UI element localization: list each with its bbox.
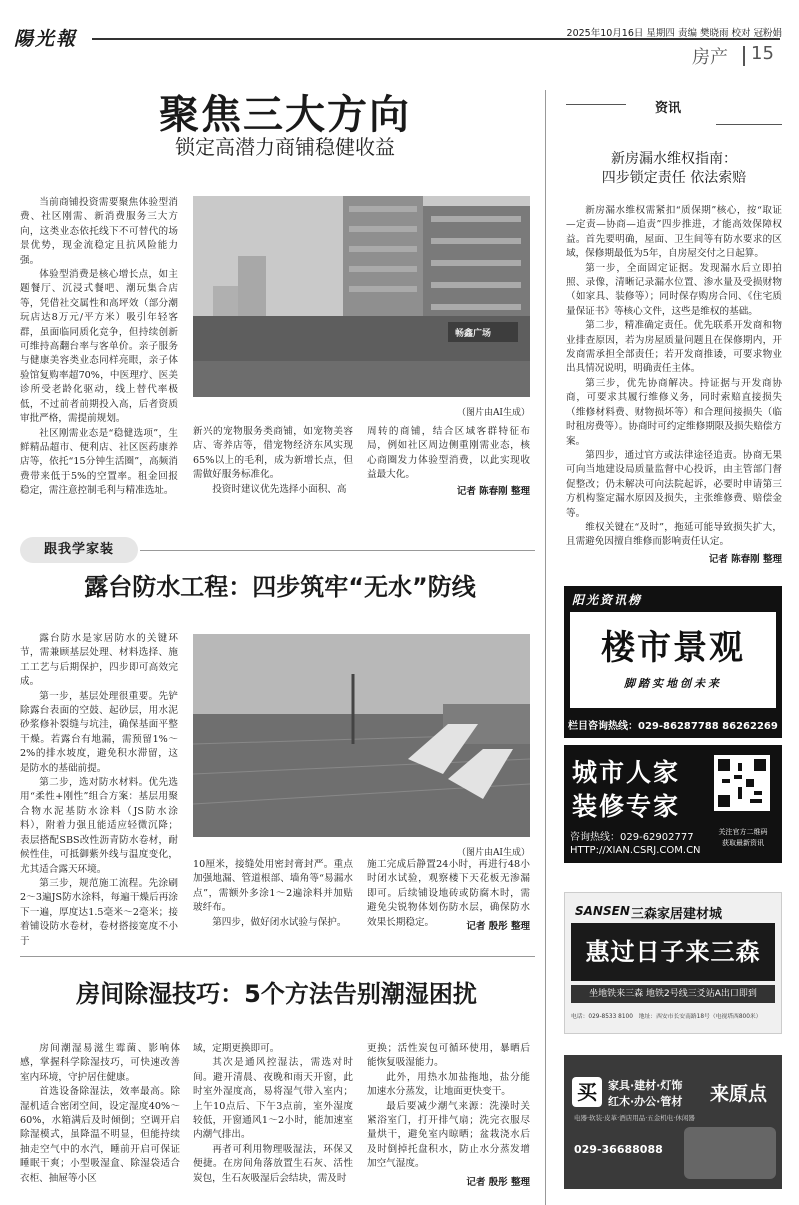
ad2-line1: 城市人家 [572,758,681,787]
news-paragraph: 第一步，全面固定证据。发现漏水后立即拍照、录像，清晰记录漏水位置、渗水量及受损财物（如家具、装修等）；同时保存购房合同、《住宅质量保证书》等核心文件，这些是维权的基础。 [566,262,782,317]
column-tag-label: 跟我学家装 [43,542,114,557]
dehumid-signature: 记者 殷彤 整理 [466,1177,530,1188]
news-body [566,204,782,550]
column-divider [545,90,546,1205]
ad1-big: 楼市景观 [601,628,745,668]
dehumid-col2 [193,1042,353,1186]
lead-col1 [20,196,178,499]
news-paragraph: 第四步，通过官方或法律途径追责。协商无果可向当地建设局质量监督中心投诉，由主管部门督促整改；仍未解决可向法院起诉，必要时申请第三方机构鉴定漏水原因及损失，主张维修费、赔偿金等。 [566,449,782,519]
column-tag [20,537,138,563]
section-label: 房产 [692,47,728,68]
section-divider [743,46,745,66]
waterproof-photo-caption: （图片由AI生成） [456,848,530,858]
waterproof-paragraph: 施工完成后静置24小时，再进行48小时闭水试验，观察楼下天花板无渗漏即可。后续铺设地砖或防腐木时，需避免尖锐物体划伤防水层，确保防水效果长期稳定。 [367,859,530,928]
waterproof-paragraph: 第一步，基层处理很重要。先铲除露台表面的空鼓、起砂层，用水泥砂浆修补裂缝与坑洼，确保基面平整干燥。若露台有地漏，需预留1%～2%的排水坡度，避免积水滞留，这是防水的基础前提。 [20,690,178,774]
ad2-qr-note1: 关注官方二维码 [718,828,768,836]
lead-col2 [193,425,353,497]
ad4-line1: 家具·建材·灯饰 [608,1079,683,1092]
ad4-logo-char: 买 [577,1080,597,1104]
dehumid-paragraph: 其次是通风控湿法，需选对时间。避开清晨、夜晚和雨天开窗，此时室外湿度高，易将湿气带入室内；上午10点后、下午3点前，室外湿度较低，开窗通风1～2小时，能加速室内潮气排出。 [193,1057,353,1141]
ad3-big: 惠过日子来三森 [585,938,761,966]
waterproof-col1 [20,632,178,949]
ad3-brand-cn: 三森家居建材城 [631,907,723,922]
lead-paragraph: 当前商铺投资需要聚焦体验型消费、社区刚需、新消费服务三大方向，这类业态依托线下不可替代的场景优势，现金流稳定且抗风险能力强。 [20,197,178,266]
ad1-header: 阳光资讯榜 [572,593,643,607]
dehumid-paragraph: 再者可利用物理吸湿法，环保又便捷。在房间角落放置生石灰、活性炭包，生石灰吸湿后会结块，需及时 [193,1143,353,1184]
dehumid-paragraph: 最后要减少潮气来源：洗澡时关紧浴室门，打开排气扇；洗完衣服尽量烘干，避免室内晾晒；盆栽浇水后及时倒掉托盘积水，防止水分蒸发增加空气湿度。 [367,1100,530,1170]
waterproof-signature: 记者 殷彤 整理 [466,921,530,932]
ad2-qr-note2: 获取最新资讯 [722,839,764,847]
waterproof-paragraph: 露台防水是家居防水的关键环节，需兼顾基层处理、材料选择、施工工艺与后期保护，四步即可高效完成。 [20,633,178,688]
ad-yuandian[interactable] [564,1055,782,1189]
ad4-logo [572,1077,602,1107]
ad-city-home[interactable] [564,745,782,863]
ad3-location: 坐地铁来三森 地铁2号线三爻站A出口即到 [571,985,775,1003]
lead-col3 [367,425,530,483]
ad2-hotline: 咨询热线：029-62902777 [570,832,694,843]
ad2-line2: 装修专家 [572,792,681,821]
ad1-hotline: 栏目咨询热线：029-86287788 86262269 [568,721,778,732]
ad4-big: 来原点 [710,1083,768,1105]
news-kicker: 资讯 [655,101,682,116]
lead-paragraph: 周转的商铺，结合区域客群特征布局，例如社区周边侧重刚需业态，核心商圈发力体验型消费，以此实现收益最大化。 [367,426,530,481]
ad1-slogan: 脚踏实地创未来 [624,677,722,690]
waterproof-title: 露台防水工程：四步筑牢“无水”防线 [84,573,476,601]
news-signature: 记者 陈春刚 整理 [708,554,782,565]
page-number: 15 [751,43,774,64]
dehumid-title: 房间除湿技巧：5个方法告别潮湿困扰 [76,980,477,1008]
ad1-panel [570,612,776,708]
lead-paragraph: 社区刚需业态是“稳健选项”，生鲜精品超市、便利店、社区医药康养店等，依托“15分钟生活圈”，高频消费带来低于5%的空置率。租金回报稳定，需注意控制毛利与精准选址。 [20,427,178,497]
ad-sansen[interactable] [564,892,782,1034]
waterproof-paragraph: 第四步，做好闭水试验与保护。 [212,916,347,928]
terrace-illustration [193,634,530,837]
waterproof-paragraph: 第二步，选对防水材料。优先选用“柔性+刚性”组合方案：基层用聚合物水泥基防水涂料（JS防水涂料），附着力强且能适应轻微沉降；表层搭配SBS改性沥青防水卷材，耐候性佳，可抵御紫外线与温度变化，尤其适合露天环境。 [20,777,178,875]
lead-paragraph: 投资时建议优先选择小面积、高 [212,483,347,495]
ad3-fine: 电话：029-8533 8100 地址：西安市长安南路18号（电视塔西800米） [571,1014,762,1020]
qr-code-icon[interactable] [714,755,770,811]
building-illustration [193,196,530,397]
dehumid-col1 [20,1042,180,1186]
dehumid-paragraph: 首选设备除湿法，效率最高。除湿机适合密闭空间，设定湿度40%～60%，水箱满后及时倾倒；空调开启除湿模式，虽降温不明显，但能持续抽走空气中的水汽，睡前开启可保证睡眠干爽；小型吸湿盒、除湿袋适合衣柜、抽屉等小区 [20,1086,180,1184]
news-kicker-rule-left [566,104,626,105]
news-kicker-rule-right [716,124,782,125]
lead-photo [193,196,530,397]
dehumid-paragraph: 此外，用热水加盐拖地，盐分能加速水分蒸发，让地面更快变干。 [367,1071,530,1098]
dehumid-col3 [367,1042,530,1172]
news-title-line2: 四步锁定责任 依法索赔 [601,170,747,186]
dehumid-paragraph: 房间潮湿易滋生霉菌、影响体感，掌握科学除湿技巧，可快速改善室内环境，守护居住健康。 [20,1043,180,1083]
waterproof-col2 [193,858,353,930]
news-paragraph: 第三步，优先协商解决。持证据与开发商协商，可要求其履行维修义务，同时索赔直接损失（维修材料费、财物损坏等）和合理间接损失（临时租房费等）。协商时可约定维修期限及损失赔偿方案。 [566,377,782,447]
section-rule [140,550,535,551]
lead-signature: 记者 陈春刚 整理 [456,486,530,497]
news-paragraph: 第二步，精准确定责任。优先联系开发商和物业排查原因，若为房屋质量问题且在保修期内，开发商需承担全部责任；若开发商推诿，可要求物业出具情况说明，明确责任主体。 [566,320,782,375]
ad3-brand: SANSEN [575,904,630,918]
masthead-date-line: 2025年10月16日 星期四 责编 樊晓雨 校对 冠粉娟 [566,28,782,39]
news-title-line1: 新房漏水维权指南： [611,151,737,167]
masthead-logo: 陽光報 [14,28,78,50]
dehumid-paragraph: 域，定期更换即可。 [193,1043,280,1054]
lead-photo-caption: （图片由AI生成） [456,408,530,418]
lead-subtitle: 锁定高潜力商铺稳健收益 [175,135,395,159]
section-rule [20,956,535,957]
waterproof-photo [193,634,530,837]
news-paragraph: 维权关键在“及时”，拖延可能导致损失扩大，且需避免因擅自维修而影响责任认定。 [566,521,782,548]
ad4-line2: 红木·办公·管材 [608,1095,683,1108]
lead-paragraph: 新兴的宠物服务类商铺，如宠物美容店、寄养店等，借宠物经济东风实现65%以上的毛利，成为新增长点，但需做好服务标准化。 [193,426,353,481]
ad2-url: HTTP://XIAN.CSRJ.COM.CN [570,845,701,856]
ad4-phone: 029-36688088 [574,1143,663,1156]
lead-paragraph: 体验型消费是核心增长点，如主题餐厅、沉浸式餐吧、潮玩集合店等，凭借社交属性和高坪效（部分潮玩店达8万元/平方米）吸引年轻客群，虽面临同质化竞争，但持续创新可维持高翻台率与客单价。亲子服务与健康美容类业态同样亮眼，亲子体验馆复购率超70%，中医理疗、医美诊所受老龄化驱动，线上替代率极低，不过前者前期投入高，后者资质审批严格，需提前规划。 [20,269,178,425]
ad-loushi-jingguan[interactable] [564,586,782,738]
masthead [0,0,799,70]
news-paragraph: 新房漏水维权需紧扣“质保期”核心，按“取证—定责—协商—追责”四步推进，才能高效保障权益。首先要明确，屋面、卫生间等有防水要求的区域，保修期最低为5年，自房屋交付之日起算。 [566,205,782,260]
ad4-furniture-graphic [684,1127,776,1179]
lead-photo-sign: 畅鑫广场 [455,329,492,339]
ad4-cats: 电器·软装·皮革·酒店用品·五金机电·休闲器 [574,1114,695,1122]
lead-title: 聚焦三大方向 [159,92,411,138]
waterproof-paragraph: 第三步，规范施工流程。先涂刷2～3遍JS防水涂料，每遍干燥后再涂下一遍，厚度达1.5毫米～2毫米；接着铺设防水卷材，卷材搭接宽度不小于 [20,877,178,947]
ad3-banner [571,923,775,981]
dehumid-paragraph: 更换；活性炭包可循环使用，暴晒后能恢复吸湿能力。 [367,1043,530,1069]
waterproof-paragraph: 10厘米，接缝处用密封膏封严。重点加强地漏、管道根部、墙角等“易漏水点”，需额外多涂1～2遍涂料并加贴玻纤布。 [193,859,353,914]
